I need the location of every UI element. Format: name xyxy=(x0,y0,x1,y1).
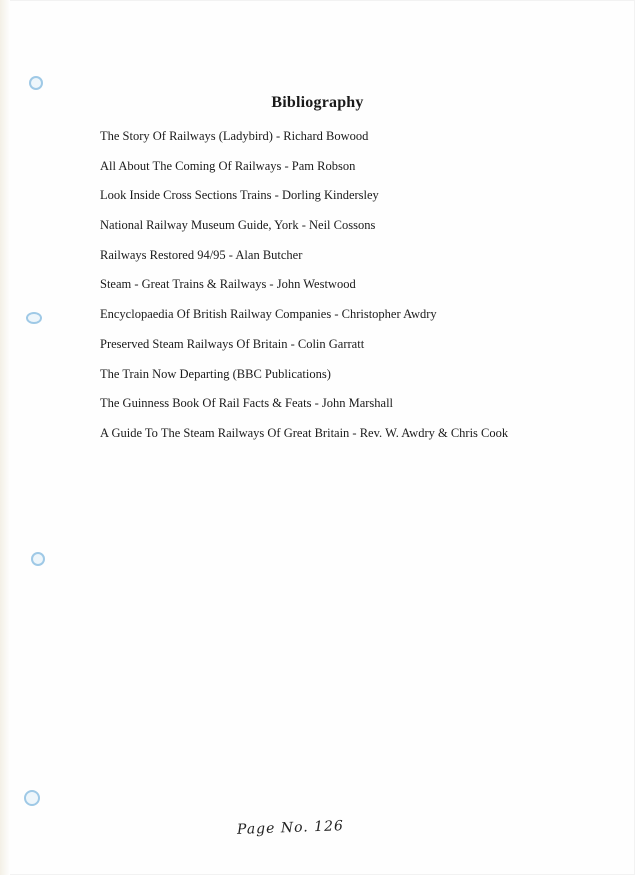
page-title-text: Bibliography xyxy=(271,94,364,111)
bibliography-entry: The Train Now Departing (BBC Publications) xyxy=(100,366,331,381)
page-title xyxy=(0,94,635,112)
handwritten-page-number: Page No. 126 xyxy=(236,818,345,838)
bibliography-entry: All About The Coming Of Railways - Pam Robson xyxy=(100,158,356,173)
punch-hole xyxy=(31,552,45,566)
bibliography-entry: Encyclopaedia Of British Railway Companies - Christopher Awdry xyxy=(100,307,437,322)
bibliography-entry: A Guide To The Steam Railways Of Great Britain - Rev. W. Awdry & Chris Cook xyxy=(100,425,509,440)
bibliography-entry: Preserved Steam Railways Of Britain - Colin Garratt xyxy=(100,336,365,351)
punch-hole xyxy=(24,790,40,806)
punch-hole xyxy=(29,76,43,90)
paper-edge xyxy=(0,0,10,875)
punch-hole xyxy=(26,312,42,324)
bibliography-entry: Look Inside Cross Sections Trains - Dorling Kindersley xyxy=(100,188,379,203)
bibliography-entry: The Story Of Railways (Ladybird) - Richard Bowood xyxy=(100,129,369,143)
bibliography-list xyxy=(100,126,508,453)
bibliography-entry: Railways Restored 94/95 - Alan Butcher xyxy=(100,247,303,262)
bibliography-entry: National Railway Museum Guide, York - Neil Cossons xyxy=(100,218,376,233)
bibliography-entry: The Guinness Book Of Rail Facts & Feats - John Marshall xyxy=(100,396,394,411)
bibliography-entry: Steam - Great Trains & Railways - John Westwood xyxy=(100,277,356,292)
